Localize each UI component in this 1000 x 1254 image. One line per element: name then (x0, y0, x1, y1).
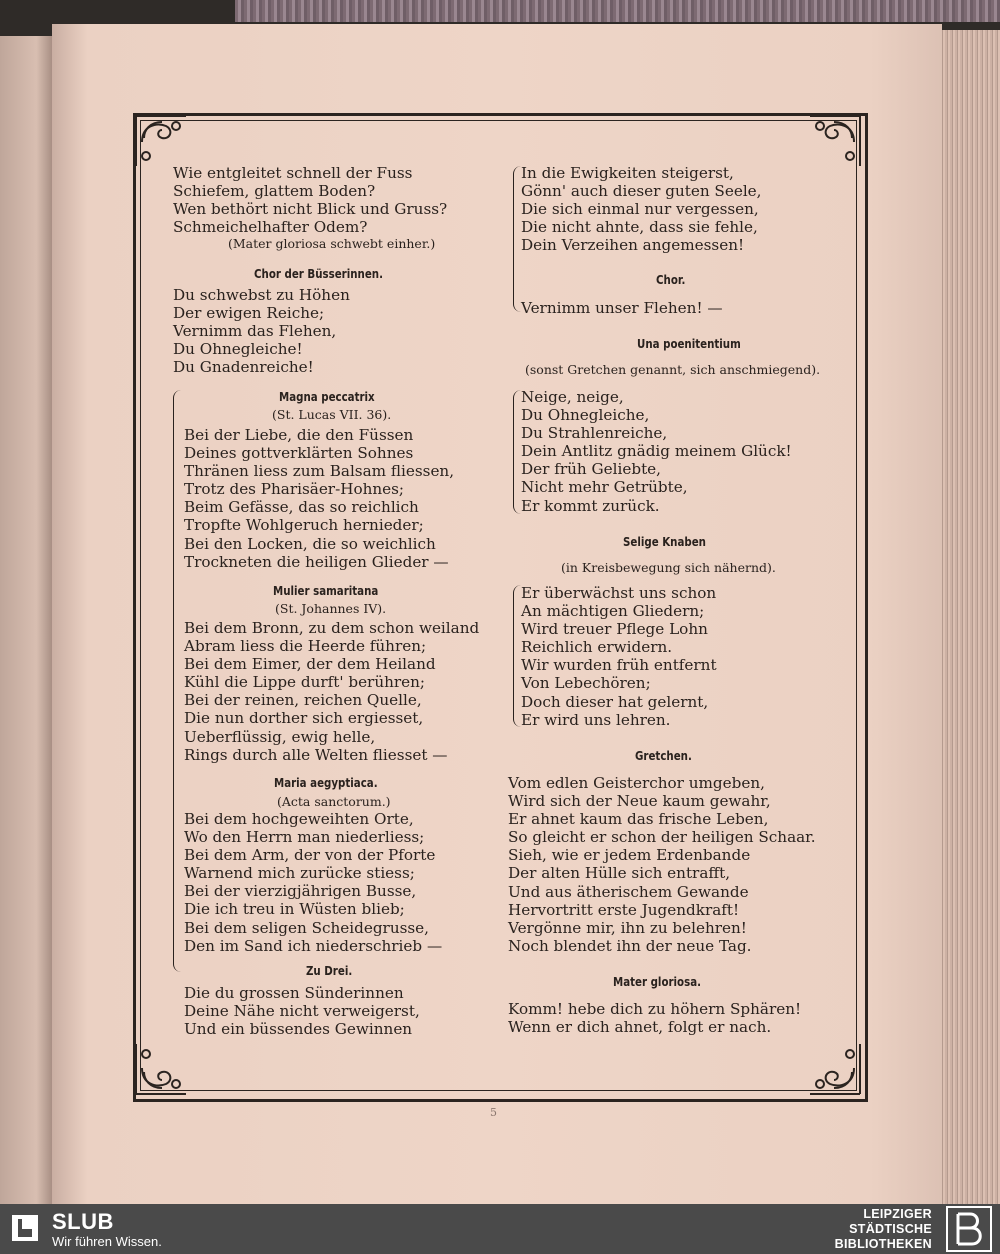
verse-line: Der alten Hülle sich entrafft, (508, 864, 731, 883)
section-heading: Zu Drei. (306, 963, 353, 978)
verse-line: Schiefem, glattem Boden? (173, 182, 376, 201)
verse-line: Wen bethört nicht Blick und Gruss? (173, 200, 448, 219)
verse-line: Vernimm das Flehen, (173, 322, 337, 341)
chor-verse (173, 286, 350, 376)
section-heading: Chor. (656, 272, 686, 287)
verse-line: Wir wurden früh entfernt (521, 656, 717, 675)
verse-line: Komm! hebe dich zu höhern Sphären! (508, 1000, 802, 1018)
maria-verse (184, 810, 442, 955)
verse-line: An mächtigen Gliedern; (521, 602, 705, 621)
knaben-verse (521, 584, 717, 729)
mater-verse (508, 1000, 801, 1036)
chor-verse (521, 299, 723, 317)
section-heading: Chor der Büsserinnen. (254, 266, 383, 281)
verse-line: Wenn er dich ahnet, folgt er nach. (508, 1018, 772, 1037)
stage-direction: (in Kreisbewegung sich nähernd). (561, 560, 776, 575)
verse-line: Neige, neige, (521, 388, 624, 406)
bracket (173, 390, 182, 972)
verse-line: Ueberflüssig, ewig helle, (184, 727, 376, 746)
verse-line: Wie entgleitet schnell der Fuss (173, 164, 413, 182)
stage-direction: (St. Johannes IV). (275, 601, 387, 616)
gretchen-verse (508, 774, 816, 955)
verse-line: Wird sich der Neue kaum gewahr, (508, 792, 771, 811)
verse-line: Tropfte Wohlgeruch hernieder; (184, 516, 424, 535)
section-heading: Magna peccatrix (279, 389, 375, 404)
verse-line: Vom edlen Geisterchor umgeben, (508, 774, 765, 792)
section-heading: Una poenitentium (637, 336, 741, 351)
slub-logo-icon (10, 1213, 40, 1243)
verse-line: Deines gottverklärten Sohnes (184, 444, 414, 463)
magna-verse (184, 426, 454, 571)
verse-line: Die ich treu in Wüsten blieb; (184, 900, 405, 919)
verse-line: Bei dem Arm, der von der Pforte (184, 846, 436, 865)
verse-line: Die nicht ahnte, dass sie fehle, (521, 218, 758, 237)
verse-line: Bei dem seligen Scheidegrusse, (184, 918, 430, 937)
book-cover-edge (235, 0, 1000, 22)
verse-line: Hervortritt erste Jugendkraft! (508, 900, 740, 919)
verse-line: Vernimm unser Flehen! — (521, 299, 723, 317)
page-stack-edge (940, 30, 1000, 1204)
stage-direction: (sonst Gretchen genannt, sich anschmiegend). (525, 362, 821, 377)
verse-line: Trockneten die heiligen Glieder — (184, 552, 449, 571)
slub-tagline: Wir führen Wissen. (52, 1234, 162, 1249)
ornament-corner-bottom-right-icon (806, 1040, 864, 1098)
verse-line: Er wird uns lehren. (521, 710, 671, 729)
verse-line: Sieh, wie er jedem Erdenbande (508, 846, 751, 865)
slub-name: SLUB (52, 1209, 114, 1234)
verse-line: Du Ohnegleiche! (173, 340, 303, 359)
verse-line: Doch dieser hat gelernt, (521, 692, 709, 711)
verse-line: Deine Nähe nicht verweigerst, (184, 1002, 420, 1021)
ornament-corner-top-left-icon (132, 112, 190, 170)
verse-line: So gleicht er schon der heiligen Schaar. (508, 828, 816, 847)
left-intro-verse (173, 164, 447, 236)
verse-line: Bei der vierzigjährigen Busse, (184, 882, 417, 901)
verse-line: Du Ohnegleiche, (521, 406, 650, 425)
verse-line: Und aus ätherischem Gewande (508, 882, 749, 901)
verse-line: Du Gnadenreiche! (173, 358, 314, 377)
right-intro-verse (521, 164, 762, 254)
verse-line: Bei den Locken, die so weichlich (184, 534, 436, 553)
verse-line: Die nun dorther sich ergiesset, (184, 709, 424, 728)
verse-line: Er kommt zurück. (521, 496, 660, 515)
footer-bar (0, 1204, 1000, 1254)
verse-line: Gönn' auch dieser guten Seele, (521, 182, 762, 201)
verse-line: Warnend mich zurücke stiess; (184, 864, 415, 883)
verse-line: Vergönne mir, ihn zu belehren! (508, 918, 747, 937)
verse-line: Nicht mehr Getrübte, (521, 478, 688, 497)
ornament-corner-bottom-left-icon (132, 1040, 190, 1098)
section-heading: Mulier samaritana (273, 583, 379, 598)
verse-line: Der früh Geliebte, (521, 460, 661, 479)
ornament-corner-top-right-icon (806, 112, 864, 170)
verse-line: Der ewigen Reiche; (173, 304, 325, 323)
verse-line: Er überwächst uns schon (521, 584, 717, 602)
section-heading: Maria aegyptiaca. (274, 775, 378, 790)
verse-line: In die Ewigkeiten steigerst, (521, 164, 734, 182)
verse-line: Schmeichelhafter Odem? (173, 218, 368, 237)
verse-line: Er ahnet kaum das frische Leben, (508, 810, 769, 829)
section-heading: Gretchen. (635, 748, 692, 763)
library-logo-icon (946, 1206, 992, 1252)
mulier-verse (184, 619, 479, 764)
verse-line: Den im Sand ich niederschrieb — (184, 936, 443, 955)
stage-direction: (Acta sanctorum.) (277, 794, 391, 809)
verse-line: Bei dem Bronn, zu dem schon weiland (184, 619, 480, 637)
verse-line: Und ein büssendes Gewinnen (184, 1020, 413, 1039)
verse-line: Thränen liess zum Balsam fliessen, (184, 462, 455, 481)
verse-line: Noch blendet ihn der neue Tag. (508, 936, 752, 955)
verse-line: Reichlich erwidern. (521, 638, 673, 657)
verse-line: Rings durch alle Welten fliesset — (184, 745, 448, 764)
verse-line: Wird treuer Pflege Lohn (521, 620, 708, 639)
verse-line: Trotz des Pharisäer-Hohnes; (184, 480, 405, 499)
una-verse (521, 388, 792, 515)
stage-direction: (St. Lucas VII. 36). (272, 407, 392, 422)
verse-line: Bei der Liebe, die den Füssen (184, 426, 414, 444)
left-page-edge (0, 36, 52, 1204)
section-heading: Selige Knaben (623, 534, 706, 549)
zudrei-verse (184, 984, 420, 1038)
verse-line: Beim Gefässe, das so reichlich (184, 498, 419, 517)
verse-line: Dein Antlitz gnädig meinem Glück! (521, 442, 792, 461)
verse-line: Die du grossen Sünderinnen (184, 984, 404, 1002)
page-number: 5 (490, 1106, 497, 1119)
verse-line: Kühl die Lippe durft' berühren; (184, 673, 426, 692)
verse-line: Dein Verzeihen angemessen! (521, 236, 745, 255)
verse-line: Von Lebechören; (521, 674, 651, 693)
stage-direction: (Mater gloriosa schwebt einher.) (228, 236, 436, 251)
section-heading: Mater gloriosa. (613, 974, 702, 989)
verse-line: Du Strahlenreiche, (521, 424, 668, 443)
library-name: LEIPZIGER STÄDTISCHE BIBLIOTHEKEN (834, 1207, 932, 1251)
verse-line: Bei der reinen, reichen Quelle, (184, 691, 422, 710)
verse-line: Bei dem hochgeweihten Orte, (184, 810, 414, 828)
verse-line: Du schwebst zu Höhen (173, 286, 350, 304)
verse-line: Bei dem Eimer, der dem Heiland (184, 655, 436, 674)
verse-line: Die sich einmal nur vergessen, (521, 200, 759, 219)
verse-line: Abram liess die Heerde führen; (184, 637, 427, 656)
verse-line: Wo den Herrn man niederliess; (184, 828, 425, 847)
